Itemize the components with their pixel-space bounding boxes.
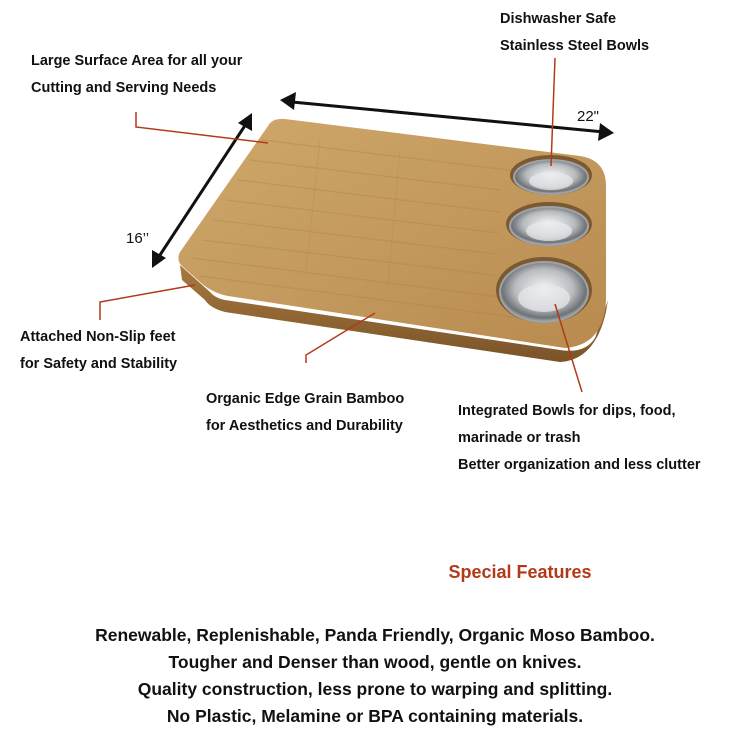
callout-surface: Large Surface Area for all your Cutting and Serving Needs	[31, 53, 243, 96]
feature-line: Quality construction, less prone to warping and splitting.	[137, 679, 613, 699]
bowl-middle	[506, 202, 592, 246]
feature-line: Renewable, Replenishable, Panda Friendly, Organic Moso Bamboo.	[95, 625, 655, 645]
leader-bowls-top	[551, 58, 555, 166]
callout-feet: Attached Non-Slip feet for Safety and Stability	[20, 329, 178, 372]
special-features-list	[0, 622, 750, 730]
feature-line: Tougher and Denser than wood, gentle on knives.	[168, 652, 582, 672]
bowl-bottom	[496, 257, 592, 323]
width-dimension-label: 22"	[577, 108, 600, 125]
callout-bowls: Dishwasher Safe Stainless Steel Bowls	[500, 11, 650, 54]
leader-feet	[100, 285, 195, 320]
callout-edge-grain: Organic Edge Grain Bamboo for Aesthetics and Durability	[206, 391, 405, 434]
feature-line: No Plastic, Melamine or BPA containing materials.	[166, 706, 584, 726]
callout-integrated-bowls: Integrated Bowls for dips, food, marinade or trash Better organization and less clutter	[458, 403, 701, 473]
special-features-title: Special Features	[448, 562, 592, 582]
depth-dimension-label: 16’’	[126, 230, 150, 247]
